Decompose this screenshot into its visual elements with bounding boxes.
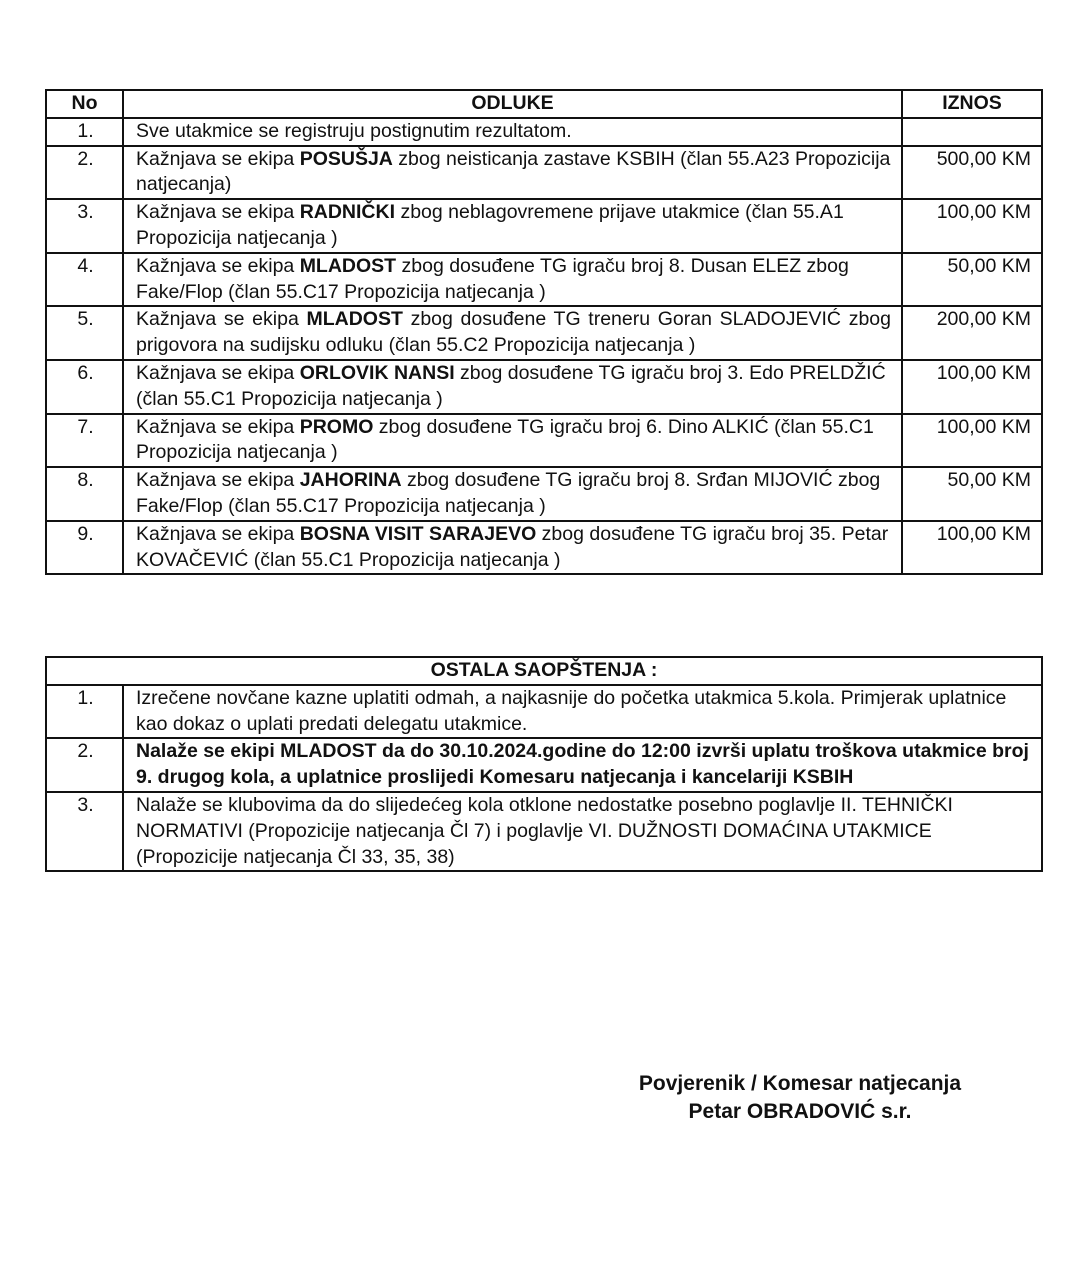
decision-text bbox=[123, 146, 902, 200]
row-number: 6. bbox=[46, 360, 123, 414]
fine-amount: 200,00 KM bbox=[902, 306, 1042, 360]
announcement-row bbox=[46, 738, 1042, 792]
decision-row bbox=[46, 118, 1042, 146]
announcement-text: Nalaže se klubovima da do slijedećeg kola otklone nedostatke posebno poglavlje II. TEHNIČKI NORMATIVI (Propozicije natjecanja Čl 7) i poglavlje VI. DUŽNOSTI DOMAĆINA UTAKMICE (Propozicije natjecanja Čl 33, 35, 38) bbox=[123, 792, 1042, 871]
announcements-header-row bbox=[46, 657, 1042, 685]
decision-suffix: zbog dosuđene TG igraču broj 8. Srđan MIJOVIĆ zbog Fake/Flop (član 55.C17 Propozicija natjecanja ) bbox=[136, 469, 881, 517]
decision-prefix: Kažnjava se ekipa bbox=[136, 254, 300, 277]
decision-row bbox=[46, 521, 1042, 575]
team-name: POSUŠJA bbox=[299, 147, 393, 170]
decision-row bbox=[46, 414, 1042, 468]
fine-amount bbox=[902, 118, 1042, 146]
row-number: 4. bbox=[46, 253, 123, 307]
team-name: RADNIČKI bbox=[299, 201, 396, 224]
row-number: 9. bbox=[46, 521, 123, 575]
team-name: MLADOST bbox=[306, 308, 403, 331]
decision-text bbox=[123, 253, 902, 307]
decision-row bbox=[46, 146, 1042, 200]
announcement-text: Nalaže se ekipi MLADOST da do 30.10.2024.godine do 12:00 izvrši uplatu troškova utakmice broj 9. drugog kola, a uplatnice proslijedi Komesaru natjecanja i kancelariji KSBIH bbox=[123, 738, 1042, 792]
decision-suffix: zbog dosuđene TG igraču broj 6. Dino ALKIĆ (član 55.C1 Propozicija natjecanja ) bbox=[136, 415, 874, 464]
decision-suffix: zbog neblagovremene prijave utakmice (član 55.A1 Propozicija natjecanja ) bbox=[136, 201, 844, 249]
row-number: 1. bbox=[46, 118, 123, 146]
decision-suffix: zbog dosuđene TG igraču broj 8. Dusan ELEZ zbog Fake/Flop (član 55.C17 Propozicija natjecanja ) bbox=[136, 254, 849, 303]
fine-amount: 100,00 KM bbox=[902, 521, 1042, 575]
fine-amount: 500,00 KM bbox=[902, 146, 1042, 200]
decisions-header-row bbox=[46, 90, 1042, 118]
decision-text bbox=[123, 118, 902, 146]
decision-prefix: Kažnjava se ekipa bbox=[136, 469, 300, 492]
announcements-table bbox=[45, 656, 1043, 872]
team-name: JAHORINA bbox=[299, 469, 402, 492]
announcement-row bbox=[46, 792, 1042, 871]
decision-text bbox=[123, 360, 902, 414]
decision-prefix: Kažnjava se ekipa bbox=[136, 415, 300, 438]
decision-prefix: Kažnjava se ekipa bbox=[136, 522, 300, 545]
row-number: 2. bbox=[46, 146, 123, 200]
row-number: 5. bbox=[46, 306, 123, 360]
decision-row bbox=[46, 360, 1042, 414]
decision-prefix: Kažnjava se ekipa bbox=[136, 308, 307, 331]
team-name: BOSNA VISIT SARAJEVO bbox=[299, 522, 537, 545]
fine-amount: 100,00 KM bbox=[902, 414, 1042, 468]
row-number: 3. bbox=[46, 199, 123, 253]
row-number: 7. bbox=[46, 414, 123, 468]
decision-row bbox=[46, 306, 1042, 360]
signature-block bbox=[560, 1070, 1040, 1126]
team-name: PROMO bbox=[299, 415, 374, 438]
announcement-row bbox=[46, 685, 1042, 739]
fine-amount: 50,00 KM bbox=[902, 467, 1042, 521]
decision-suffix: zbog dosuđene TG igraču broj 3. Edo PRELDŽIĆ (član 55.C1 Propozicija natjecanja ) bbox=[136, 361, 886, 410]
decision-row bbox=[46, 467, 1042, 521]
decision-prefix: Kažnjava se ekipa bbox=[136, 201, 300, 224]
row-number: 2. bbox=[46, 738, 123, 792]
decision-prefix: Kažnjava se ekipa bbox=[136, 361, 300, 384]
decision-prefix: Sve utakmice se registruju postignutim rezultatom. bbox=[136, 119, 572, 142]
decision-text bbox=[123, 467, 902, 521]
team-name: MLADOST bbox=[299, 254, 397, 277]
header-amount: IZNOS bbox=[902, 90, 1042, 118]
decision-text bbox=[123, 199, 902, 253]
decision-suffix: zbog dosuđene TG igraču broj 35. Petar KOVAČEVIĆ (član 55.C1 Propozicija natjecanja ) bbox=[136, 522, 889, 571]
announcements-header: OSTALA SAOPŠTENJA : bbox=[46, 657, 1042, 685]
decision-suffix: zbog dosuđene TG treneru Goran SLADOJEVIĆ zbog prigovora na sudijsku odluku (član 55.C2 Propozicija natjecanja ) bbox=[136, 308, 891, 357]
fine-amount: 100,00 KM bbox=[902, 360, 1042, 414]
decisions-table bbox=[45, 89, 1043, 575]
decision-prefix: Kažnjava se ekipa bbox=[136, 147, 300, 170]
decision-text bbox=[123, 306, 902, 360]
fine-amount: 100,00 KM bbox=[902, 199, 1042, 253]
signature-title: Povjerenik / Komesar natjecanja bbox=[638, 1072, 962, 1095]
fine-amount: 50,00 KM bbox=[902, 253, 1042, 307]
decision-text bbox=[123, 414, 902, 468]
decision-text bbox=[123, 521, 902, 575]
row-number: 3. bbox=[46, 792, 123, 871]
row-number: 8. bbox=[46, 467, 123, 521]
header-decisions: ODLUKE bbox=[123, 90, 902, 118]
row-number: 1. bbox=[46, 685, 123, 739]
decision-row bbox=[46, 199, 1042, 253]
announcement-text: Izrečene novčane kazne uplatiti odmah, a najkasnije do početka utakmica 5.kola. Primjerak uplatnice kao dokaz o uplati predati delegatu utakmice. bbox=[123, 685, 1042, 739]
signature-name: Petar OBRADOVIĆ s.r. bbox=[688, 1100, 912, 1123]
decision-row bbox=[46, 253, 1042, 307]
team-name: ORLOVIK NANSI bbox=[299, 361, 455, 384]
header-no: No bbox=[46, 90, 123, 118]
decision-suffix: zbog neisticanja zastave KSBIH (član 55.A23 Propozicija natjecanja) bbox=[136, 147, 891, 196]
